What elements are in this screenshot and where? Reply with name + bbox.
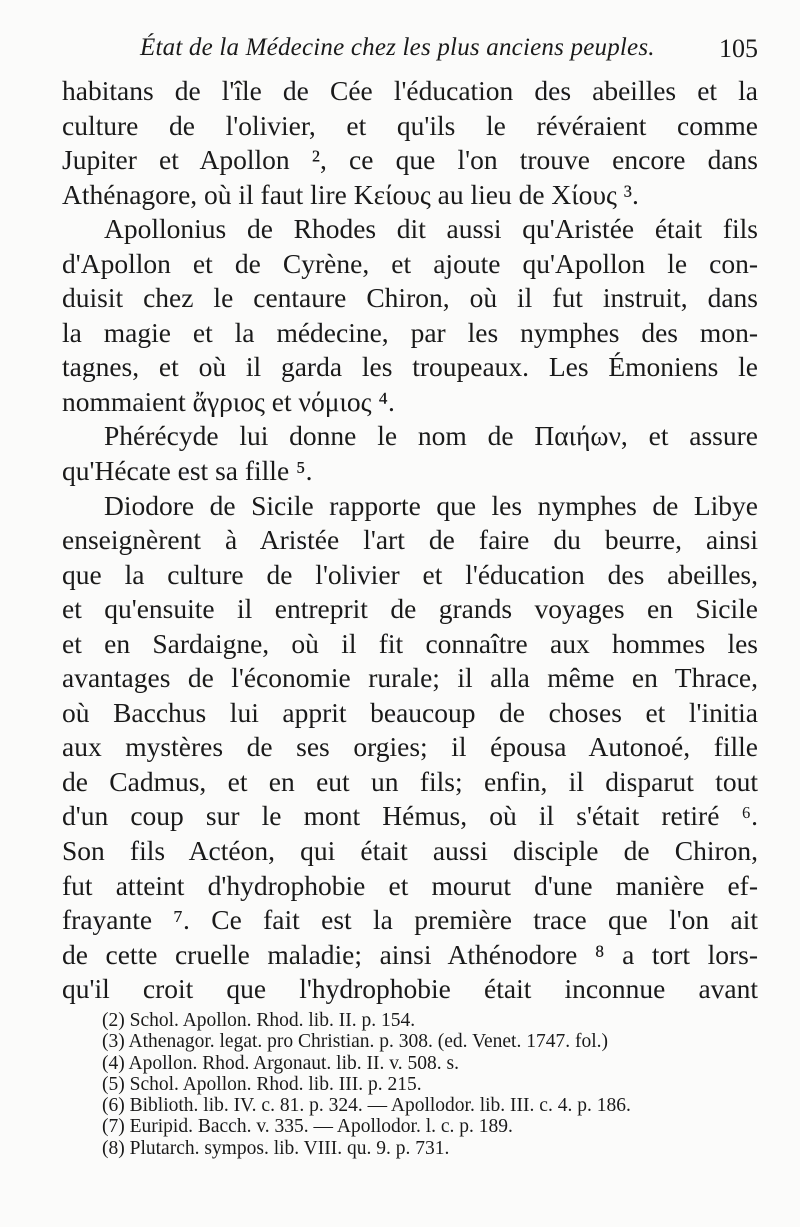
text-line: tagnes, et où il garda les troupeaux. Les Émoniens le [62, 351, 758, 383]
text-line: de cette cruelle maladie; ainsi Athénodore ⁸ a tort lors- [62, 938, 758, 970]
text-line: nommaient ἄγριος et νόμιος ⁴. [62, 385, 395, 417]
paragraph-first-line: Apollonius de Rhodes dit aussi qu'Aristée était fils [104, 213, 758, 245]
footnote: (3) Athenagor. legat. pro Christian. p. 308. (ed. Venet. 1747. fol.) [102, 1031, 609, 1053]
footnote: (5) Schol. Apollon. Rhod. lib. III. p. 215. [102, 1073, 422, 1095]
text-line: d'un coup sur le mont Hémus, où il s'était retiré ⁶. [62, 800, 758, 832]
text-line: qu'il croit que l'hydrophobie était inconnue avant [62, 973, 758, 1005]
text-line: Athénagore, où il faut lire Κείους au lieu de Χίους ³. [62, 178, 639, 210]
text-line: et qu'ensuite il entreprit de grands voyages en Sicile [62, 593, 758, 625]
page-number: 105 [719, 34, 758, 63]
text-line: culture de l'olivier, et qu'ils le révéraient comme [62, 109, 758, 141]
text-line: et en Sardaigne, où il fit connaître aux hommes les [62, 627, 758, 659]
footnote: (6) Biblioth. lib. IV. c. 81. p. 324. — Apollodor. lib. III. c. 4. p. 186. [102, 1095, 631, 1117]
text-line: que la culture de l'olivier et l'éducation des abeilles, [62, 558, 758, 590]
paragraph-first-line: Diodore de Sicile rapporte que les nymphes de Libye [104, 489, 758, 521]
text-line: fut atteint d'hydrophobie et mourut d'une manière ef- [62, 869, 758, 901]
text-line: frayante ⁷. Ce fait est la première trace que l'on ait [62, 904, 758, 936]
text-line: où Bacchus lui apprit beaucoup de choses et l'initia [62, 696, 758, 728]
text-line: habitans de l'île de Cée l'éducation des abeilles et la [62, 75, 758, 106]
paragraph-first-line: Phérécyde lui donne le nom de Παιήων, et assure [104, 420, 758, 452]
text-line: la magie et la médecine, par les nymphes des mon- [62, 316, 758, 348]
footnotes [102, 1010, 762, 1159]
text-line: de Cadmus, et en eut un fils; enfin, il disparut tout [62, 765, 758, 797]
page-header [60, 28, 758, 68]
text-line: Jupiter et Apollon ², ce que l'on trouve encore dans [62, 144, 758, 176]
footnote: (4) Apollon. Rhod. Argonaut. lib. II. v. 508. s. [102, 1052, 459, 1074]
text-line: Son fils Actéon, qui était aussi disciple de Chiron, [62, 835, 758, 867]
footnote: (2) Schol. Apollon. Rhod. lib. II. p. 154. [102, 1010, 416, 1031]
text-line: aux mystères de ses orgies; il épousa Autonoé, fille [62, 731, 758, 763]
text-line: d'Apollon et de Cyrène, et ajoute qu'Apollon le con- [62, 247, 758, 279]
running-title: État de la Médecine chez les plus anciens peuples. [140, 34, 655, 61]
text-line: enseignèrent à Aristée l'art de faire du beurre, ainsi [62, 524, 758, 556]
text-line: qu'Hécate est sa fille ⁵. [62, 455, 313, 487]
footnote: (7) Euripid. Bacch. v. 335. — Apollodor. l. c. p. 189. [102, 1116, 513, 1138]
footnote: (8) Plutarch. sympos. lib. VIII. qu. 9. p. 731. [102, 1137, 450, 1159]
text-line: avantages de l'économie rurale; il alla même en Thrace, [62, 662, 758, 694]
body-text [62, 74, 758, 1007]
text-line: duisit chez le centaure Chiron, où il fut instruit, dans [62, 282, 758, 314]
